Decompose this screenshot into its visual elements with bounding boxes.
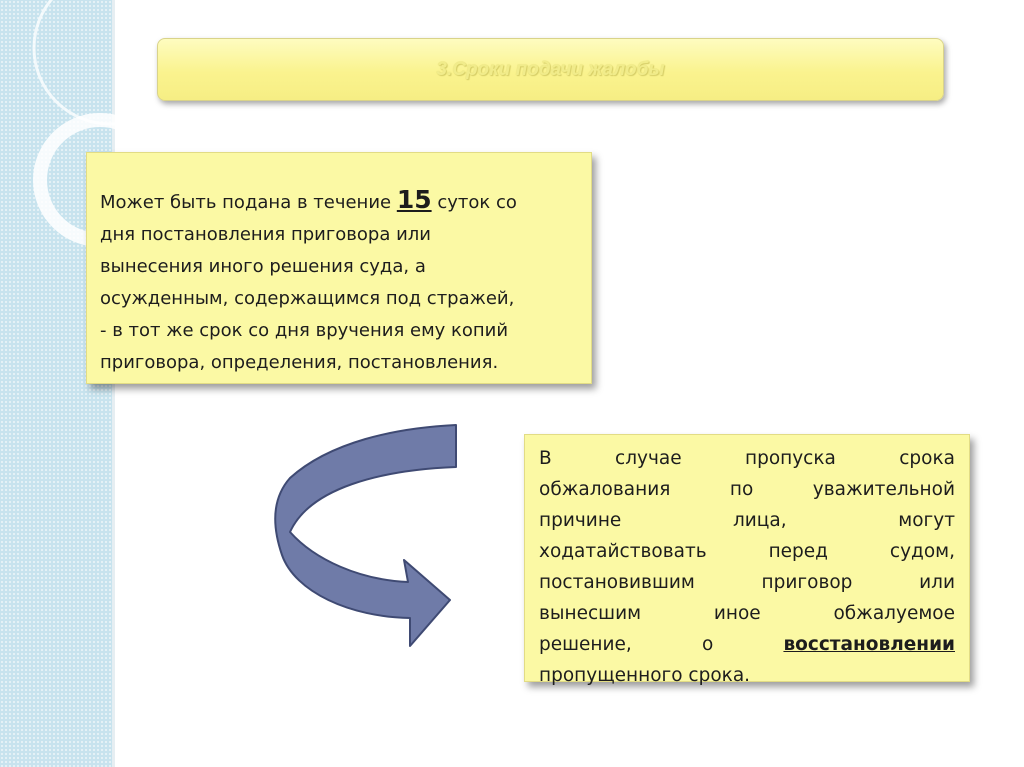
text-fragment: суток со <box>431 192 517 213</box>
word: перед <box>768 541 828 562</box>
word: вынесшим <box>539 603 642 624</box>
word: судом, <box>889 541 955 562</box>
filing-period-line <box>100 184 591 219</box>
filing-period-line: осужденным, содержащимся под стражей, <box>100 288 515 309</box>
restoration-line <box>539 505 955 536</box>
word: по <box>729 479 754 500</box>
curved-arrow-icon <box>270 420 460 660</box>
restoration-box <box>524 434 970 686</box>
title-bar <box>157 38 944 101</box>
word: обжалования <box>539 479 671 500</box>
word: обжалуемое <box>833 603 955 624</box>
filing-period-line: вынесения иного решения суда, а <box>100 256 426 277</box>
restoration-line <box>539 629 955 660</box>
word: ходатайствовать <box>539 541 707 562</box>
word: или <box>919 572 955 593</box>
restoration-line <box>539 536 955 567</box>
filing-period-line: - в тот же срок со дня вручения ему копий <box>100 320 509 341</box>
word: уважительной <box>812 479 955 500</box>
word: лица, <box>732 510 787 531</box>
word: приговор <box>761 572 853 593</box>
restoration-line <box>539 567 955 598</box>
days-count: 15 <box>396 185 432 214</box>
word: срока <box>899 448 955 469</box>
word: о <box>701 634 714 655</box>
word: причине <box>539 510 622 531</box>
filing-period-box <box>86 152 592 384</box>
restoration-line <box>539 443 955 474</box>
word: случае <box>615 448 682 469</box>
restoration-line <box>539 598 955 629</box>
word: В <box>539 448 552 469</box>
restoration-keyword: восстановлении <box>783 634 955 655</box>
restoration-line <box>539 474 955 505</box>
text-fragment: Может быть подана в течение <box>100 192 397 213</box>
word: пропуска <box>744 448 836 469</box>
word: могут <box>898 510 955 531</box>
filing-period-line: приговора, определения, постановления. <box>100 352 499 373</box>
restoration-line: пропущенного срока. <box>539 665 751 686</box>
slide-title: 3.Сроки подачи жалобы <box>436 58 665 80</box>
word: иное <box>713 603 761 624</box>
word: постановившим <box>539 572 695 593</box>
word: решение, <box>539 634 632 655</box>
filing-period-line: дня постановления приговора или <box>100 224 432 245</box>
